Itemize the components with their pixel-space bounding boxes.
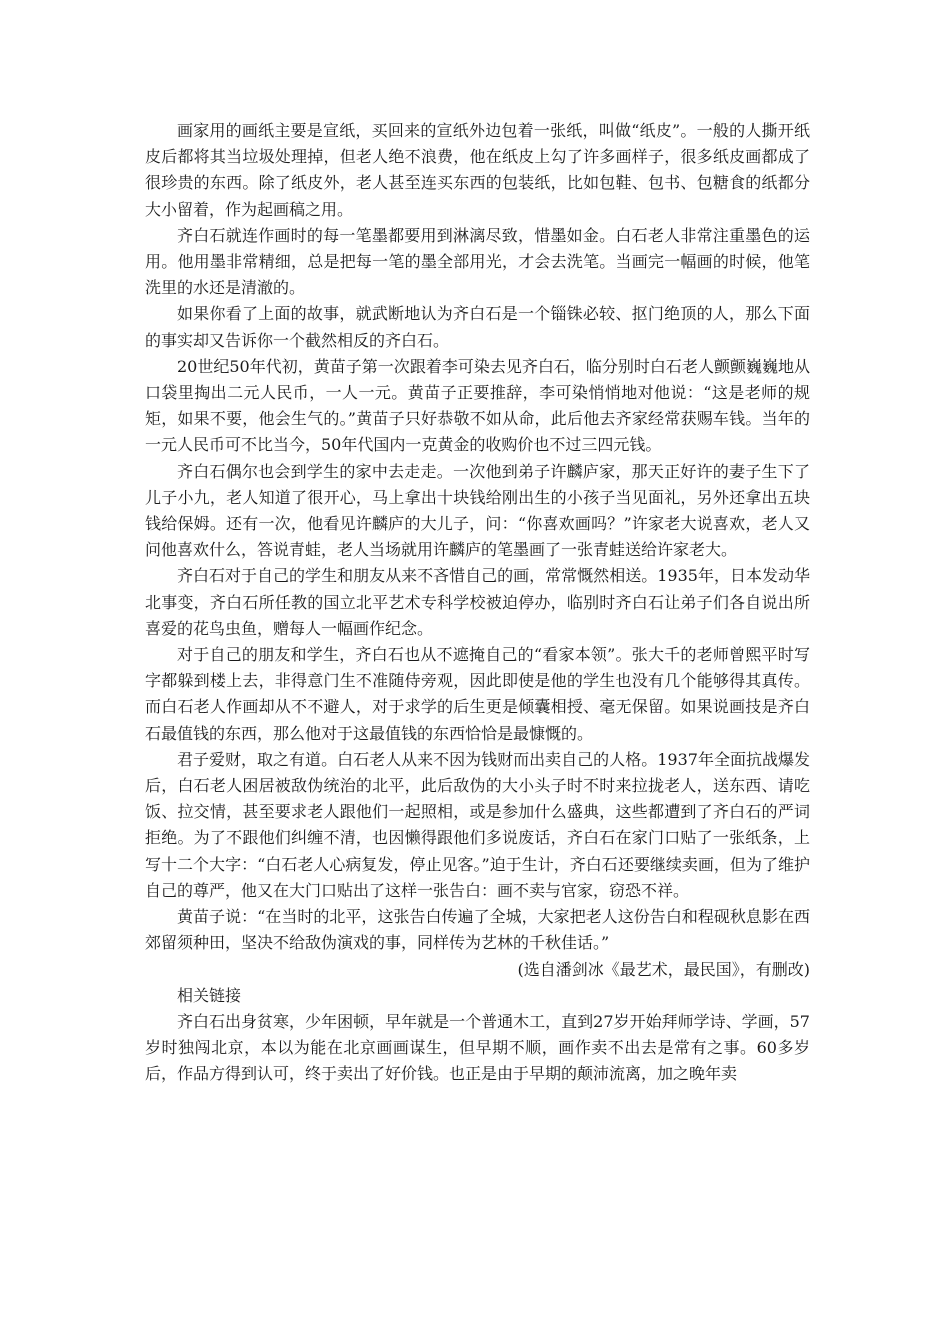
article-paragraph-3: 如果你看了上面的故事，就武断地认为齐白石是一个锱铢必较、抠门绝顶的人，那么下面的事实却又告诉你一个截然相反的齐白石。 (145, 304, 810, 350)
article-paragraph-9: 黄苗子说：“在当时的北平，这张告白传遍了全城，大家把老人这份告白和程砚秋息影在西郊留须种田，坚决不给敌伪演戏的事，同样传为艺林的千秋佳话。” (145, 907, 810, 953)
related-paragraph-1: 齐白石出身贫寒，少年困顿，早年就是一个普通木工，直到27岁开始拜师学诗、学画，57岁时独闯北京，本以为能在北京画画谋生，但早期不顺，画作卖不出去是常有之事。60多岁后，作品方得到认可，终于卖出了好价钱。也正是由于早期的颠沛流离，加之晚年卖 (145, 1011, 810, 1084)
article-paragraph-5: 齐白石偶尔也会到学生的家中去走走。一次他到弟子许麟庐家，那天正好许的妻子生下了儿子小九，老人知道了很开心，马上拿出十块钱给刚出生的小孩子当见面礼，另外还拿出五块钱给保姆。还有一次，他看见许麟庐的大儿子，问：“你喜欢画吗？”许家老大说喜欢，老人又问他喜欢什么，答说青蛙，老人当场就用许麟庐的笔墨画了一张青蛙送给许家老大。 (145, 461, 810, 560)
article-paragraph-1: 画家用的画纸主要是宣纸，买回来的宣纸外边包着一张纸，叫做“纸皮”。一般的人撕开纸皮后都将其当垃圾处理掉，但老人绝不浪费，他在纸皮上勾了许多画样子，很多纸皮画都成了很珍贵的东西。除了纸皮外，老人甚至连买东西的包装纸，比如包鞋、包书、包糖食的纸都分大小留着，作为起画稿之用。 (145, 121, 810, 219)
article-paragraph-8: 君子爱财，取之有道。白石老人从来不因为钱财而出卖自己的人格。1937年全面抗战爆发后，白石老人困居被敌伪统治的北平，此后敌伪的大小头子时不时来拉拢老人，送东西、请吃饭、拉交情，甚至要求老人跟他们一起照相，或是参加什么盛典，这些都遭到了齐白石的严词拒绝。为了不跟他们纠缠不清，也因懒得跟他们多说废话，齐白石在家门口贴了一张纸条，上写十二个大字：“白石老人心病复发，停止见客。”迫于生计，齐白石还要继续卖画，但为了维护自己的尊严，他又在大门口贴出了这样一张告白：画不卖与官家，窃恐不祥。 (145, 749, 810, 900)
article-paragraph-2: 齐白石就连作画时的每一笔墨都要用到淋漓尽致，惜墨如金。白石老人非常注重墨色的运用。他用墨非常精细，总是把每一笔的墨全部用光，才会去洗笔。当画完一幅画的时候，他笔洗里的水还是清澈的。 (145, 225, 810, 298)
related-links-heading: 相关链接 (177, 985, 242, 1005)
article-paragraph-6: 齐白石对于自己的学生和朋友从来不吝惜自己的画，常常慨然相送。1935年，日本发动华北事变，齐白石所任教的国立北平艺术专科学校被迫停办，临别时齐白石让弟子们各自说出所喜爱的花鸟虫鱼，赠每人一幅画作纪念。 (145, 566, 810, 638)
article-source: (选自潘剑冰《最艺术，最民国》，有删改) (517, 959, 810, 979)
article-paragraph-7: 对于自己的朋友和学生，齐白石也从不遮掩自己的“看家本领”。张大千的老师曾熙平时写字都躲到楼上去，非得意门生不准随侍旁观，因此即使是他的学生也没有几个能够得其真传。而白石老人作画却从不不避人，对于求学的后生更是倾囊相授、毫无保留。如果说画技是齐白石最值钱的东西，那么他对于这最值钱的东西恰恰是最慷慨的。 (145, 645, 810, 743)
article-paragraph-4: 20世纪50年代初，黄苗子第一次跟着李可染去见齐白石，临分别时白石老人颤颤巍巍地从口袋里掏出二元人民币，一人一元。黄苗子正要推辞，李可染悄悄地对他说：“这是老师的规矩，如果不要，他会生气的。”黄苗子只好恭敬不如从命，此后他去齐家经常获赐车钱。当年的一元人民币可不比当今，50年代国内一克黄金的收购价也不过三四元钱。 (145, 356, 810, 455)
